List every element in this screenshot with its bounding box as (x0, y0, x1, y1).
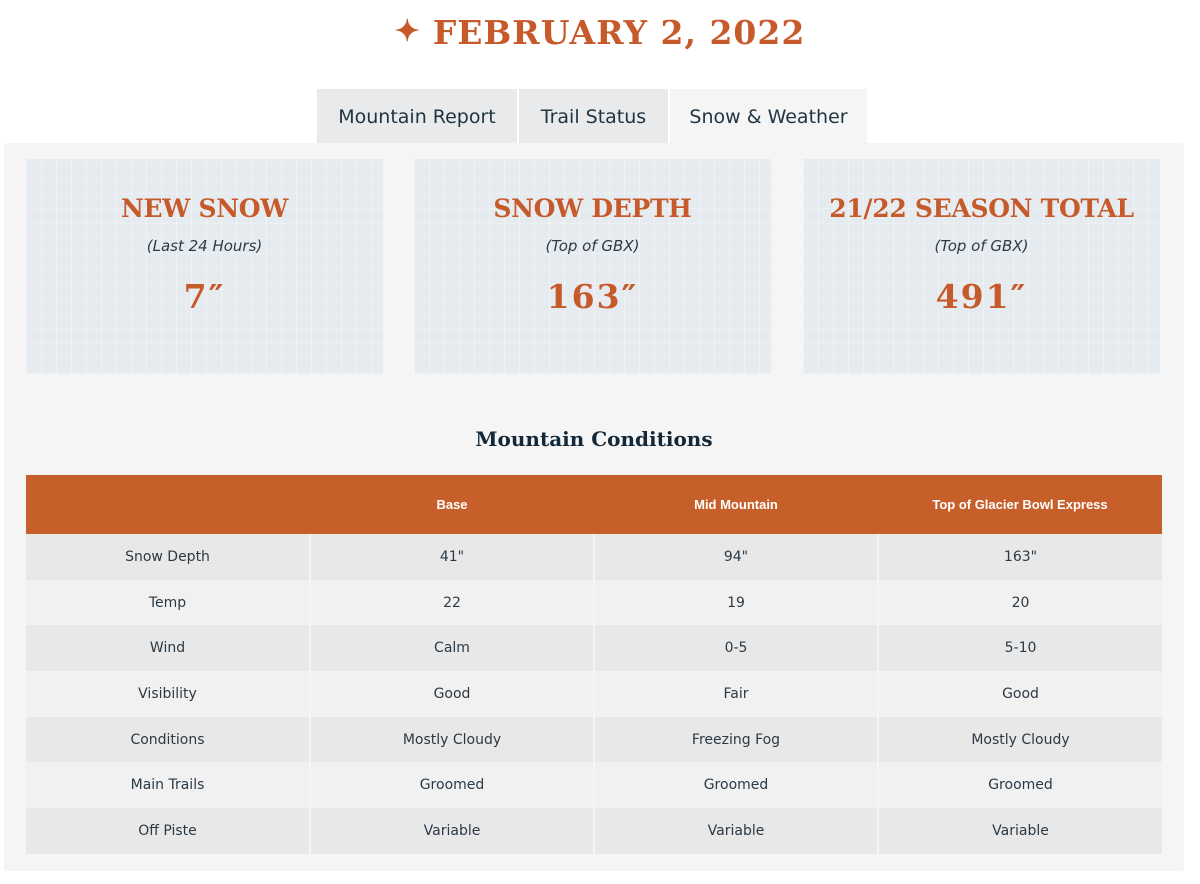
row-label-cell: Snow Depth (26, 534, 310, 580)
table-cell: Variable (594, 808, 878, 854)
row-label-cell: Temp (26, 580, 310, 626)
table-cell: 5-10 (878, 625, 1162, 671)
table-cell: 41" (310, 534, 594, 580)
new-snow-card (26, 159, 383, 374)
card-value: 163″ (546, 277, 639, 316)
date-heading-text: FEBRUARY 2, 2022 (432, 12, 806, 52)
table-cell: Calm (310, 625, 594, 671)
table-cell: 94" (594, 534, 878, 580)
table-cell: Groomed (310, 762, 594, 808)
table-cell: 22 (310, 580, 594, 626)
table-cell: Mostly Cloudy (878, 717, 1162, 763)
row-label-cell: Visibility (26, 671, 310, 717)
date-heading (0, 10, 1200, 54)
table-row (26, 671, 1162, 717)
card-subtitle: (Last 24 Hours) (146, 237, 263, 255)
table-row (26, 534, 1162, 580)
table-row (26, 625, 1162, 671)
row-label-cell: Off Piste (26, 808, 310, 854)
snow-weather-panel (4, 143, 1184, 871)
row-label-cell: Conditions (26, 717, 310, 763)
table-row (26, 762, 1162, 808)
tab-trail-status[interactable]: Trail Status (519, 89, 668, 144)
star-icon: ✦ (394, 14, 421, 49)
table-header-cell: Mid Mountain (594, 475, 878, 534)
card-subtitle: (Top of GBX) (934, 237, 1029, 255)
table-header-cell: Base (310, 475, 594, 534)
table-row (26, 808, 1162, 854)
card-value: 491″ (935, 277, 1028, 316)
card-title: NEW SNOW (120, 194, 289, 223)
table-cell: Fair (594, 671, 878, 717)
table-header-cell: Top of Glacier Bowl Express (878, 475, 1162, 534)
season-total-card (803, 159, 1160, 374)
tab-mountain-report[interactable]: Mountain Report (317, 89, 517, 144)
table-cell: Variable (878, 808, 1162, 854)
table-header-cell (26, 475, 310, 534)
table-row (26, 580, 1162, 626)
table-row (26, 717, 1162, 763)
tab-snow-weather[interactable]: Snow & Weather (670, 89, 867, 144)
mountain-conditions-title: Mountain Conditions (475, 427, 713, 451)
report-tabs (317, 89, 867, 144)
snow-stats-cards (26, 159, 1162, 374)
table-header-row (26, 475, 1162, 534)
table-cell: Groomed (878, 762, 1162, 808)
table-cell: Groomed (594, 762, 878, 808)
table-cell: Mostly Cloudy (310, 717, 594, 763)
row-label-cell: Main Trails (26, 762, 310, 808)
snow-depth-card (414, 159, 771, 374)
card-title: SNOW DEPTH (493, 194, 692, 223)
table-cell: Freezing Fog (594, 717, 878, 763)
card-value: 7″ (183, 277, 226, 316)
card-title: 21/22 SEASON TOTAL (829, 194, 1134, 223)
card-subtitle: (Top of GBX) (545, 237, 640, 255)
table-cell: Good (878, 671, 1162, 717)
table-cell: 0-5 (594, 625, 878, 671)
mountain-conditions-table (26, 475, 1162, 854)
table-cell: 19 (594, 580, 878, 626)
row-label-cell: Wind (26, 625, 310, 671)
table-cell: Variable (310, 808, 594, 854)
table-cell: 20 (878, 580, 1162, 626)
table-cell: 163" (878, 534, 1162, 580)
table-cell: Good (310, 671, 594, 717)
